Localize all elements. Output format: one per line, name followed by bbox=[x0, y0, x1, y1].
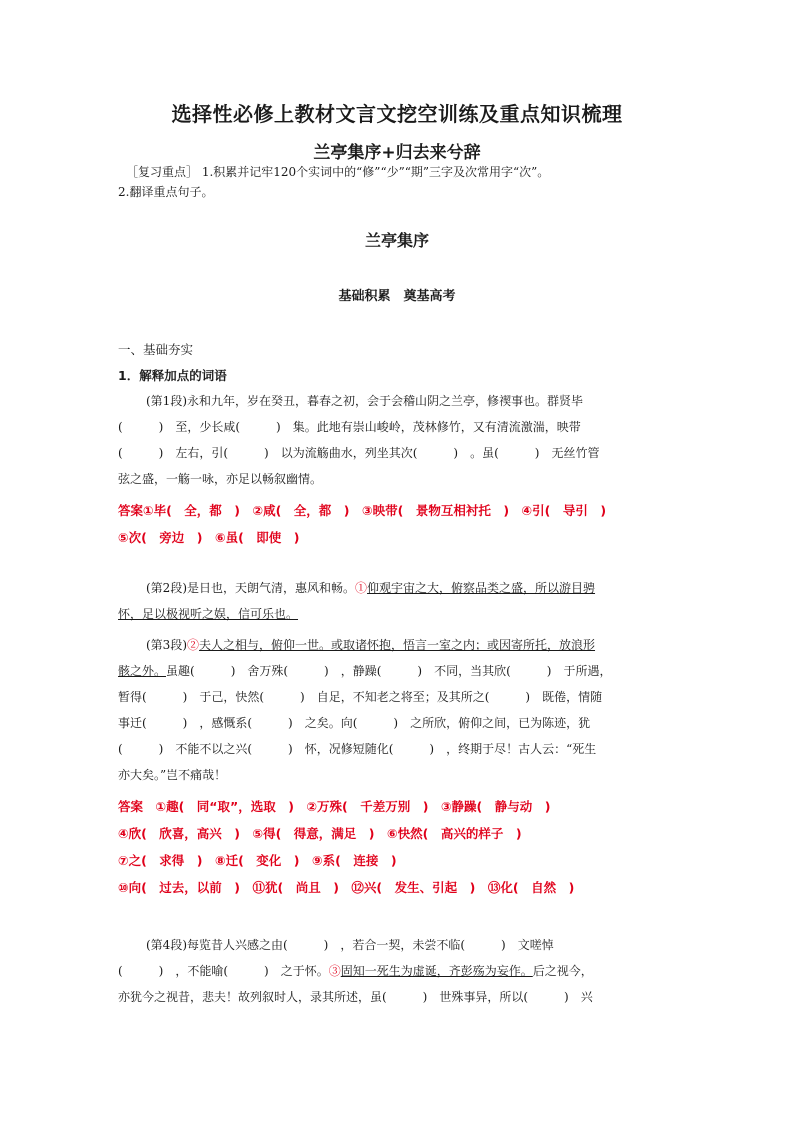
paragraph-2 bbox=[118, 575, 678, 627]
paragraph-line: ( ) 至，少长咸( ) 集。此地有崇山峻岭，茂林修竹，又有清流激湍，映带 bbox=[118, 420, 581, 434]
sentence-marker: ③ bbox=[328, 964, 341, 978]
paragraph-text: 虽趣( ) 舍万殊( ) ，静躁( ) 不同，当其欣( ) 于所遇， bbox=[166, 664, 612, 678]
document-title: 选择性必修上教材文言文挖空训练及重点知识梳理 bbox=[171, 102, 623, 126]
answer-block-2 bbox=[118, 793, 688, 901]
answer-line: ⑩向( 过去，以前 ) ⑪犹( 尚且 ) ⑫兴( 发生、引起 ) ⑬化( 自然 ) bbox=[118, 880, 575, 895]
answer-line: ⑦之( 求得 ) ⑧迁( 变化 ) ⑨系( 连接 ) bbox=[118, 853, 397, 868]
sentence-marker: ① bbox=[355, 581, 368, 595]
answer-block-1 bbox=[118, 497, 688, 551]
paragraph-text: (第3段) bbox=[146, 638, 187, 652]
paragraph-text: (第2段)是日也，天朗气清，惠风和畅。 bbox=[146, 581, 355, 595]
paragraph-line bbox=[118, 575, 678, 601]
paragraph-line bbox=[118, 658, 678, 684]
paragraph-4 bbox=[118, 932, 678, 1010]
paragraph-text: ( ) ，不能喻( ) 之于怀。 bbox=[118, 964, 329, 978]
document-subtitle: 兰亭集序+归去来兮辞 bbox=[313, 143, 481, 163]
paragraph-line bbox=[118, 958, 678, 984]
paragraph-line: 亦犹今之视昔，悲夫！故列叙时人，录其所述，虽( ) 世殊事异，所以( ) 兴 bbox=[118, 990, 593, 1004]
paragraph-line: 亦大矣。”岂不痛哉！ bbox=[118, 768, 227, 782]
paragraph-line bbox=[118, 601, 678, 627]
answer-line: ⑤次( 旁边 ) ⑥虽( 即使 ) bbox=[118, 530, 300, 545]
review-line-1: ［复习重点］ 1.积累并记牢120个实词中的“修”“少”“期”三字及次常用字“次”。 bbox=[126, 165, 550, 179]
heading-explain: 1．解释加点的词语 bbox=[118, 368, 227, 383]
answer-line: 答案①毕( 全，都 ) ②咸( 全，都 ) ③映带( 景物互相衬托 ) ④引( 导引 ) bbox=[118, 503, 607, 518]
review-points bbox=[118, 162, 678, 202]
key-sentence: 夫人之相与，俯仰一世。或取诸怀抱，悟言一室之内；或因寄所托，放浪形 bbox=[199, 638, 596, 652]
paragraph-line: (第4段)每览昔人兴感之由( ) ，若合一契，未尝不临( ) 文嗟悼 bbox=[146, 938, 554, 952]
paragraph-line bbox=[118, 632, 678, 658]
heading-basic: 一、基础夯实 bbox=[118, 342, 194, 357]
paragraph-line: 弦之盛，一觞一咏，亦足以畅叙幽情。 bbox=[118, 472, 323, 486]
section-title: 兰亭集序 bbox=[364, 231, 429, 250]
key-sentence: 骸之外。 bbox=[118, 664, 167, 678]
key-sentence: 怀，足以极视听之娱，信可乐也。 bbox=[118, 607, 299, 621]
section-subtitle: 基础积累 奠基高考 bbox=[338, 289, 456, 304]
paragraph-line: (第1段)永和九年，岁在癸丑，暮春之初，会于会稽山阴之兰亭，修禊事也。群贤毕 bbox=[146, 394, 584, 408]
sentence-marker: ② bbox=[187, 638, 200, 652]
paragraph-text: 后之视今， bbox=[532, 964, 593, 978]
paragraph-line: 事迁( ) ，感慨系( ) 之矣。向( ) 之所欣，俯仰之间，已为陈迹，犹 bbox=[118, 716, 591, 730]
answer-line: 答案 ①趣( 同“取”，选取 ) ②万殊( 千差万别 ) ③静躁( 静与动 ) bbox=[118, 799, 551, 814]
paragraph-line: 暂得( ) 于己，快然( ) 自足，不知老之将至；及其所之( ) 既倦，情随 bbox=[118, 690, 603, 704]
paragraph-line: ( ) 不能不以之兴( ) 怀，况修短随化( ) ，终期于尽！古人云：“死生 bbox=[118, 742, 597, 756]
review-line-2: 2.翻译重点句子。 bbox=[118, 185, 214, 199]
paragraph-3 bbox=[118, 632, 678, 788]
key-sentence: 固知一死生为虚诞，齐彭殇为妄作。 bbox=[340, 964, 533, 978]
answer-line: ④欣( 欣喜，高兴 ) ⑤得( 得意，满足 ) ⑥快然( 高兴的样子 ) bbox=[118, 826, 522, 841]
paragraph-1 bbox=[118, 388, 678, 492]
paragraph-line: ( ) 左右，引( ) 以为流觞曲水，列坐其次( ) 。虽( ) 无丝竹管 bbox=[118, 446, 600, 460]
key-sentence: 仰观宇宙之大，俯察品类之盛，所以游目骋 bbox=[367, 581, 596, 595]
